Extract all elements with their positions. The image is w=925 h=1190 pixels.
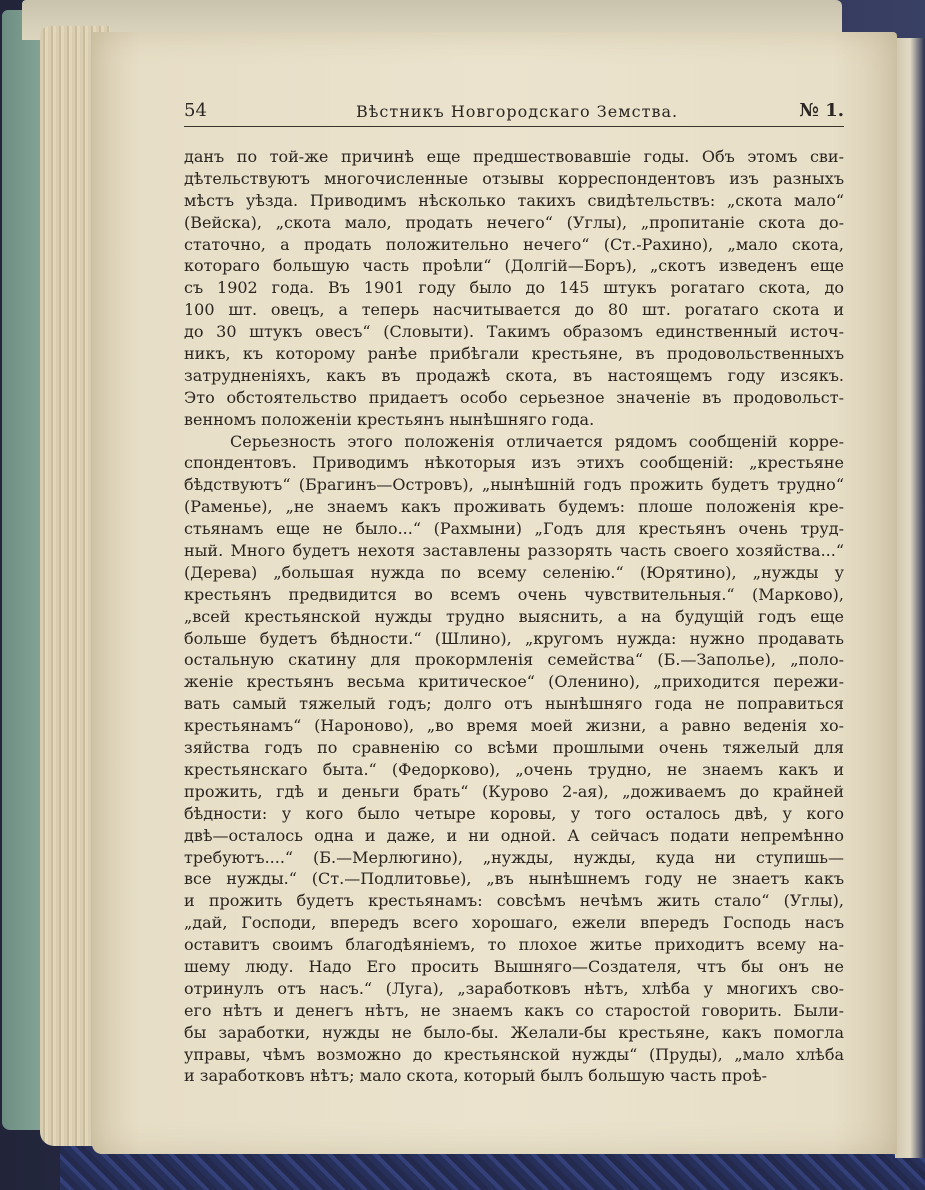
text-line: крестьянамъ“ (Нароново), „во время моей жизни, а равно веденія хо- <box>184 716 844 736</box>
text-line: стьянамъ еще не было...“ (Рахмыни) „Годъ для крестьянъ очень труд- <box>184 519 844 539</box>
text-line: затрудненіяхъ, какъ въ продажѣ скота, въ настоящемъ году изсякъ. <box>184 365 844 385</box>
text-line: „дай, Господи, впередъ всего хорошаго, ежели впередъ Господь насъ <box>184 913 844 933</box>
text-line: крестьянскаго быта.“ (Федорково), „очень трудно, не знаемъ какъ и <box>184 759 844 779</box>
text-line: венномъ положеніи крестьянъ нынѣшняго года. <box>184 409 595 429</box>
text-line: больше будетъ бѣдности.“ (Шлино), „кругомъ нужда: нужно продавать <box>184 628 844 648</box>
text-line: бѣдности: у кого было четыре коровы, у того осталось двѣ, у кого <box>184 803 844 823</box>
text-line: шему люду. Надо Его просить Вышняго—Создателя, чтъ бы онъ не <box>184 956 844 976</box>
facing-page-edge <box>895 38 925 1158</box>
text-line: бы заработки, нужды не было-бы. Желали-бы крестьяне, какъ помогла <box>184 1022 844 1042</box>
text-line: управы, чѣмъ возможно до крестьянской нужды“ (Пруды), „мало хлѣба <box>184 1044 844 1064</box>
text-line: (Дерева) „большая нужда по всему селенію.“ (Юрятино), „нужды у <box>184 562 844 582</box>
text-line: статочно, а продать положительно нечего“ (Ст.-Рахино), „мало скота, <box>184 234 844 254</box>
body-text <box>184 146 844 1087</box>
text-line: остальную скатину для прокормленія семейства“ (Б.—Заполье), „поло- <box>184 650 844 670</box>
text-line: съ 1902 года. Въ 1901 году было до 145 штукъ рогатаго скота, до <box>184 278 844 298</box>
text-line: Это обстоятельство придаетъ особо серьезное значеніе въ продовольст- <box>184 387 844 407</box>
text-line: никъ, къ которому ранѣе прибѣгали крестьяне, въ продовольственныхъ <box>184 344 844 364</box>
text-line: крестьянъ предвидится во всемъ очень чувствительныя.“ (Марково), <box>184 584 844 604</box>
text-line: и прожить будетъ крестьянамъ: совсѣмъ нечѣмъ жить стало“ (Углы), <box>184 891 844 911</box>
text-line: дѣтельствуютъ многочисленные отзывы корреспондентовъ изъ разныхъ <box>184 168 844 188</box>
text-line: (Вейска), „скота мало, продать нечего“ (Углы), „пропитаніе скота до- <box>184 212 844 232</box>
text-line: мѣстъ уѣзда. Приводимъ нѣсколько такихъ свидѣтельствъ: „скота мало“ <box>184 190 844 210</box>
text-line: до 30 штукъ овесъ“ (Словыти). Такимъ образомъ единственный источ- <box>184 322 844 342</box>
text-line: данъ по той-же причинѣ еще предшествовавшіе годы. Объ этомъ сви- <box>184 147 844 166</box>
journal-title: Вѣстникъ Новгородскаго Земства. <box>356 102 679 121</box>
text-line: спондентовъ. Приводимъ нѣкоторыя изъ этихъ сообщеній: „крестьяне <box>184 453 844 473</box>
text-line: котораго большую часть проѣли“ (Долгій—Боръ), „скотъ изведенъ еще <box>184 256 844 276</box>
text-line: отринулъ отъ насъ.“ (Луга), „заработковъ нѣтъ, хлѣба у многихъ сво- <box>184 978 844 998</box>
text-line: и заработковъ нѣтъ; мало скота, который былъ большую часть проѣ- <box>184 1066 768 1086</box>
header-rule <box>184 126 844 127</box>
text-line: оставитъ своимъ благодѣяніемъ, то плохое житье приходитъ всему на- <box>184 935 844 955</box>
text-line: ный. Много будетъ нехотя заставлены раззорять часть своего хозяйства...“ <box>184 541 844 561</box>
text-line: зяйства годъ по сравненію со всѣми прошлыми очень тяжелый для <box>184 738 844 758</box>
text-line: Серьезность этого положенія отличается рядомъ сообщеній корре- <box>230 431 844 451</box>
text-line: 100 шт. овецъ, а теперь насчитывается до 80 шт. рогатаго скота и <box>184 300 844 320</box>
text-line: (Раменье), „не знаемъ какъ проживать будемъ: плоше положенія кре- <box>184 497 844 517</box>
text-line: двѣ—осталось одна и даже, и ни одной. А сейчасъ подати непремѣнно <box>184 825 844 845</box>
text-line: „всей крестьянской нужды трудно выяснить, а на будущій годъ еще <box>184 606 844 626</box>
text-line: вать самый тяжелый годъ; долго отъ нынѣшняго года не поправиться <box>184 694 844 714</box>
page-number: 54 <box>184 100 207 121</box>
text-line: бѣдствуютъ“ (Брагинъ—Островъ), „нынѣшній годъ прожить будетъ трудно“ <box>184 475 844 495</box>
issue-number: № 1. <box>799 100 844 121</box>
text-line: требуютъ....“ (Б.—Мерлюгино), „нужды, нужды, куда ни ступишь— <box>184 847 844 867</box>
paragraph <box>184 431 844 1088</box>
text-line: прожить, гдѣ и деньги брать“ (Курово 2-ая), „доживаемъ до крайней <box>184 781 844 801</box>
text-line: женіе крестьянъ весьма критическое“ (Оленино), „приходится пережи- <box>184 672 844 692</box>
text-line: все нужды.“ (Ст.—Подлитовье), „въ нынѣшнемъ году не знаетъ какъ <box>184 869 844 889</box>
paragraph <box>184 146 844 431</box>
text-line: его нѣтъ и денегъ нѣтъ, не знаемъ какъ со старостой говорить. Были- <box>184 1000 844 1020</box>
